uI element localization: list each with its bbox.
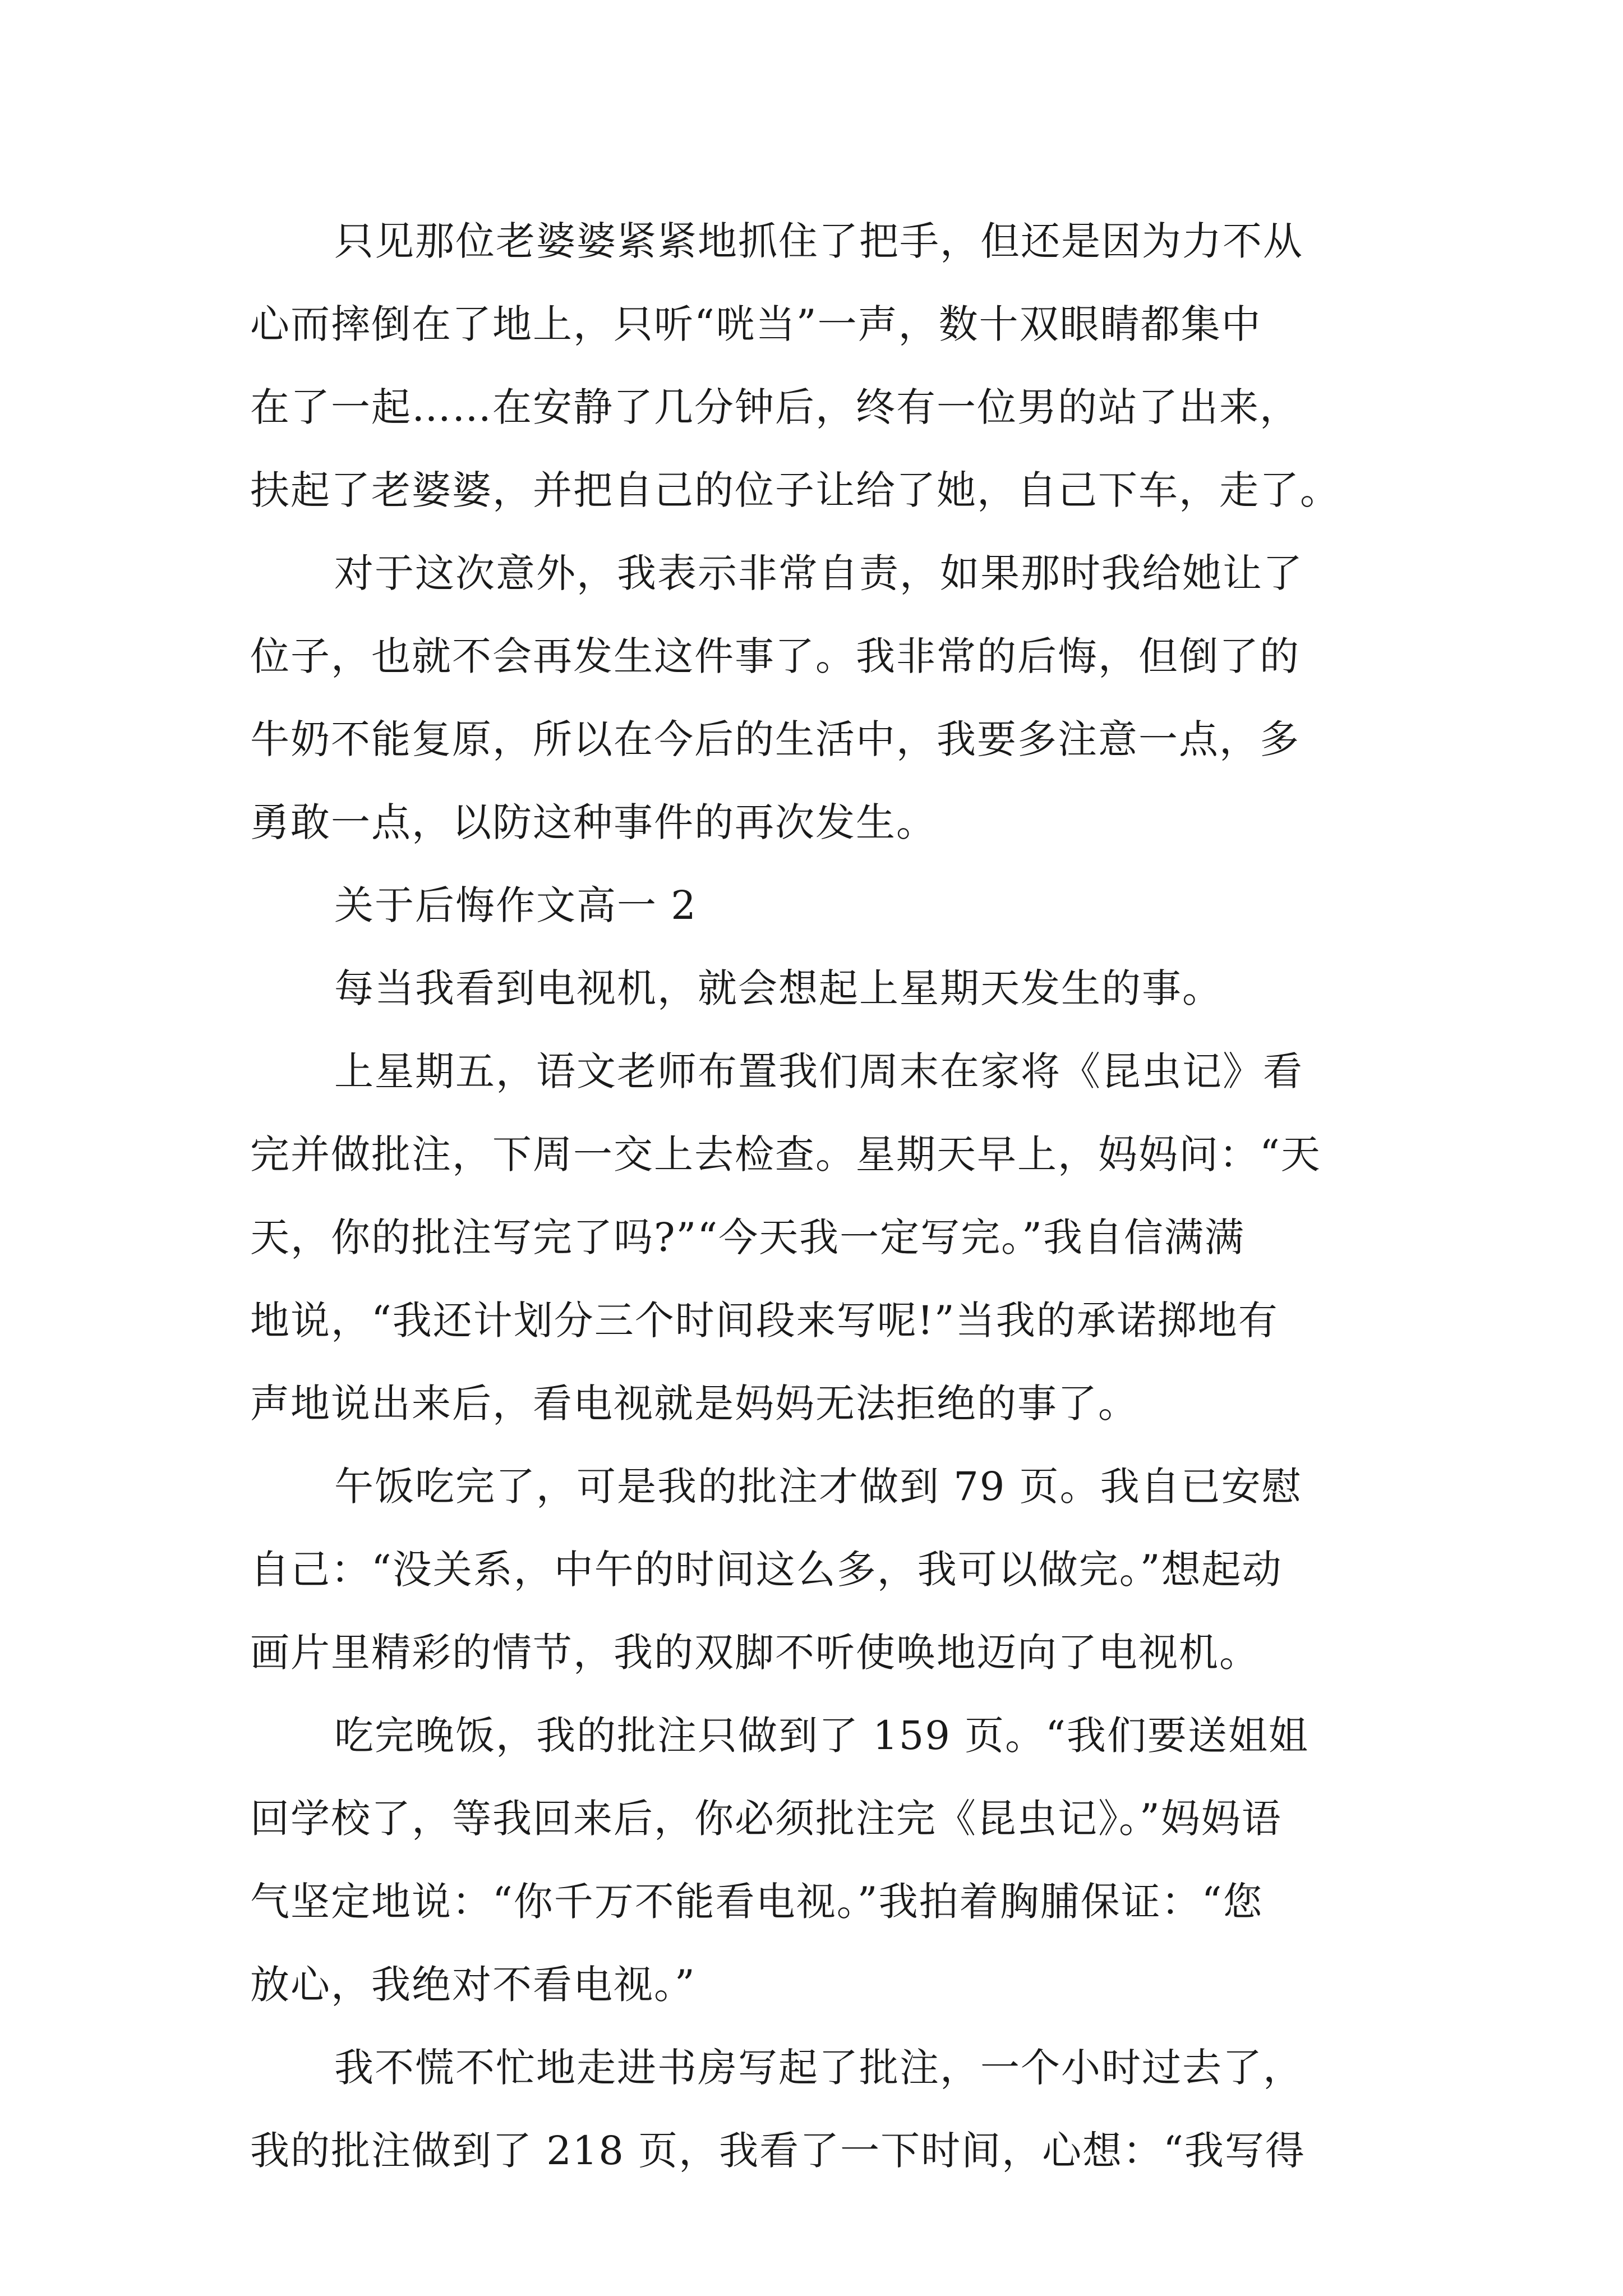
paragraph-line: 只见那位老婆婆紧紧地抓住了把手，但还是因为力不从 — [334, 218, 1303, 264]
paragraph-line: 画片里精彩的情节，我的双脚不听使唤地迈向了电视机。 — [250, 1630, 1260, 1676]
paragraph-line: 每当我看到电视机，就会想起上星期天发生的事。 — [334, 965, 1223, 1011]
paragraph-line: 在了一起……在安静了几分钟后，终有一位男的站了出来， — [250, 384, 1300, 430]
section-heading: 关于后悔作文高一 2 — [334, 882, 697, 928]
paragraph-line: 位子，也就不会再发生这件事了。我非常的后悔，但倒了的 — [250, 633, 1300, 679]
paragraph-line: 自己：“没关系，中午的时间这么多，我可以做完。”想起动 — [250, 1547, 1283, 1593]
paragraph-line: 地说，“我还计划分三个时间段来写呢!”当我的承诺掷地有 — [250, 1297, 1279, 1343]
paragraph-line: 天，你的批注写完了吗?”“今天我一定写完。”我自信满满 — [250, 1214, 1245, 1260]
paragraph-line: 完并做批注，下周一交上去检查。星期天早上，妈妈问：“天 — [250, 1131, 1321, 1177]
paragraph-line: 勇敢一点，以防这种事件的再次发生。 — [250, 799, 937, 845]
paragraph-line: 扶起了老婆婆，并把自己的位子让给了她，自己下车，走了。 — [250, 467, 1340, 513]
paragraph-line: 午饭吃完了，可是我的批注才做到 79 页。我自已安慰 — [334, 1464, 1302, 1510]
paragraph-line: 气坚定地说：“你千万不能看电视。”我拍着胸脯保证：“您 — [250, 1879, 1264, 1925]
paragraph-line: 声地说出来后，看电视就是妈妈无法拒绝的事了。 — [250, 1381, 1138, 1427]
paragraph-line: 心而摔倒在了地上，只听“咣当”一声，数十双眼睛都集中 — [250, 301, 1262, 347]
paragraph-line: 对于这次意外，我表示非常自责，如果那时我给她让了 — [334, 550, 1303, 596]
paragraph-line: 回学校了，等我回来后，你必须批注完《昆虫记》。”妈妈语 — [250, 1796, 1282, 1842]
paragraph-line: 放心，我绝对不看电视。” — [250, 1962, 696, 2008]
paragraph-line: 吃完晚饭，我的批注只做到了 159 页。“我们要送姐姐 — [334, 1713, 1309, 1759]
paragraph-line: 我的批注做到了 218 页，我看了一下时间，心想：“我写得 — [250, 2128, 1306, 2174]
paragraph-line: 上星期五，语文老师布置我们周末在家将《昆虫记》看 — [334, 1048, 1303, 1094]
paragraph-line: 牛奶不能复原，所以在今后的生活中，我要多注意一点，多 — [250, 716, 1300, 762]
paragraph-line: 我不慌不忙地走进书房写起了批注，一个小时过去了， — [334, 2045, 1303, 2091]
